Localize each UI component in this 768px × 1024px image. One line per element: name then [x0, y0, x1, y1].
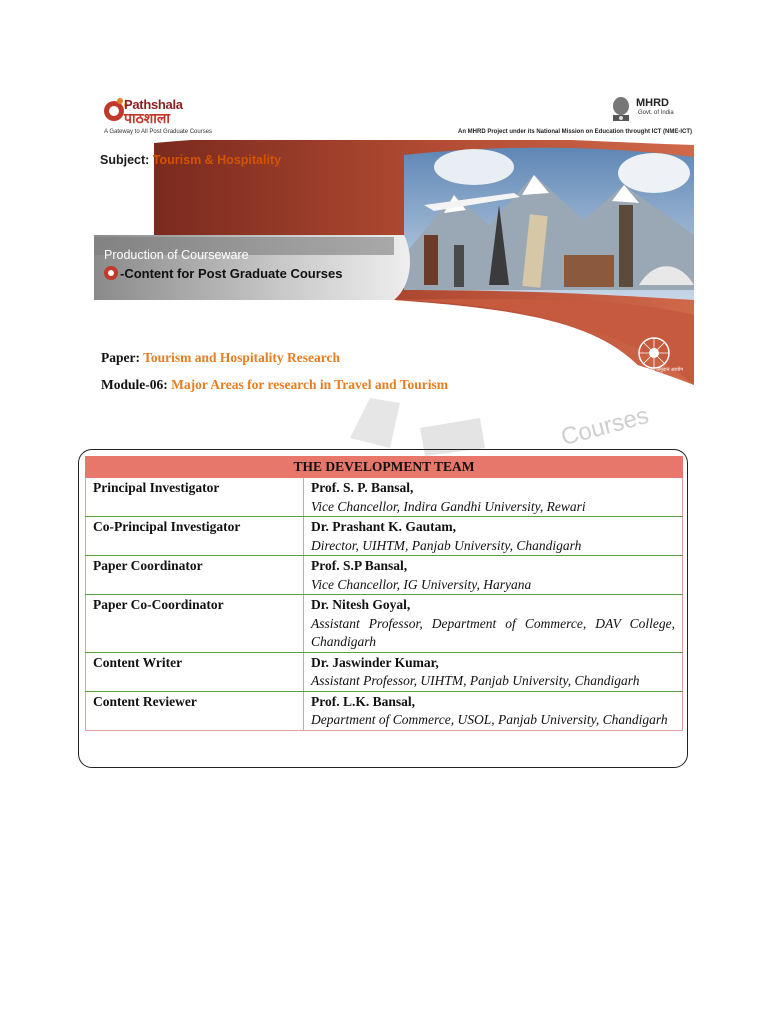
table-row: [86, 691, 683, 730]
logo-hindi: पाठशाला: [124, 110, 170, 126]
paper-label: Paper:: [101, 350, 140, 365]
module-line: [101, 377, 448, 393]
development-team-table: [85, 456, 683, 731]
mhrd-logo: [582, 93, 692, 129]
table-row: [86, 595, 683, 653]
team-member: [304, 556, 683, 595]
member-affiliation: Vice Chancellor, IG University, Haryana: [311, 576, 532, 592]
member-affiliation: Director, UIHTM, Panjab University, Chandigarh: [311, 537, 582, 553]
table-row: [86, 478, 683, 517]
team-heading: THE DEVELOPMENT TEAM: [86, 457, 683, 478]
team-role: Content Writer: [86, 652, 304, 691]
paper-title: Tourism and Hospitality Research: [143, 350, 341, 365]
subject-value: Tourism & Hospitality: [152, 153, 282, 167]
table-row: [86, 517, 683, 556]
mhrd-subtitle: Govt. of India: [638, 110, 674, 116]
module-label: Module-06:: [101, 377, 168, 392]
team-member: [304, 691, 683, 730]
member-affiliation: Vice Chancellor, Indira Gandhi University, Rewari: [311, 498, 586, 514]
team-role: Principal Investigator: [86, 478, 304, 517]
member-affiliation: Assistant Professor, UIHTM, Panjab University, Chandigarh: [311, 673, 640, 688]
member-name: Dr. Nitesh Goyal,: [311, 597, 411, 612]
member-name: Prof. L.K. Bansal,: [311, 693, 416, 709]
logo-name: Pathshala: [124, 97, 183, 112]
team-role: Content Reviewer: [86, 691, 304, 730]
team-member: [304, 478, 683, 517]
member-name: Dr. Prashant K. Gautam,: [311, 519, 457, 534]
mhrd-title: MHRD: [636, 97, 669, 109]
team-role: Paper Co-Coordinator: [86, 595, 304, 653]
member-affiliation: Assistant Professor, Department of Commerce, DAV College, Chandigarh: [311, 615, 675, 649]
team-role: Co-Principal Investigator: [86, 517, 304, 556]
team-member: [304, 595, 683, 653]
econtent-line: [104, 266, 342, 281]
team-role: Paper Coordinator: [86, 556, 304, 595]
team-header-row: [86, 457, 683, 478]
paper-line: [101, 350, 340, 366]
member-name: Prof. S.P Bansal,: [311, 558, 408, 573]
team-member: [304, 517, 683, 556]
table-row: [86, 556, 683, 595]
member-affiliation: Department of Commerce, USOL, Panjab University, Chandigarh: [311, 712, 668, 727]
logo-tagline: A Gateway to All Post Graduate Courses: [104, 129, 213, 135]
team-member: [304, 652, 683, 691]
watermark-text: Courses: [558, 402, 652, 452]
table-row: [86, 652, 683, 691]
production-line: Production of Courseware: [104, 248, 249, 262]
ugc-label: विश्वविद्यालय अनुदान आयोग: [631, 367, 684, 373]
member-name: Dr. Jaswinder Kumar,: [311, 654, 439, 670]
nme-ict-line: An MHRD Project under its National Mission on Education throught ICT (NME-ICT): [458, 129, 692, 135]
econtent-text: -Content for Post Graduate Courses: [120, 266, 343, 281]
member-name: Prof. S. P. Bansal,: [311, 480, 414, 495]
e-content-icon: [104, 266, 118, 280]
national-emblem-icon: [610, 93, 632, 125]
module-title: Major Areas for research in Travel and Tourism: [171, 377, 449, 392]
course-banner: [94, 85, 694, 385]
subject-line: [100, 153, 281, 167]
subject-label: Subject:: [100, 153, 150, 167]
